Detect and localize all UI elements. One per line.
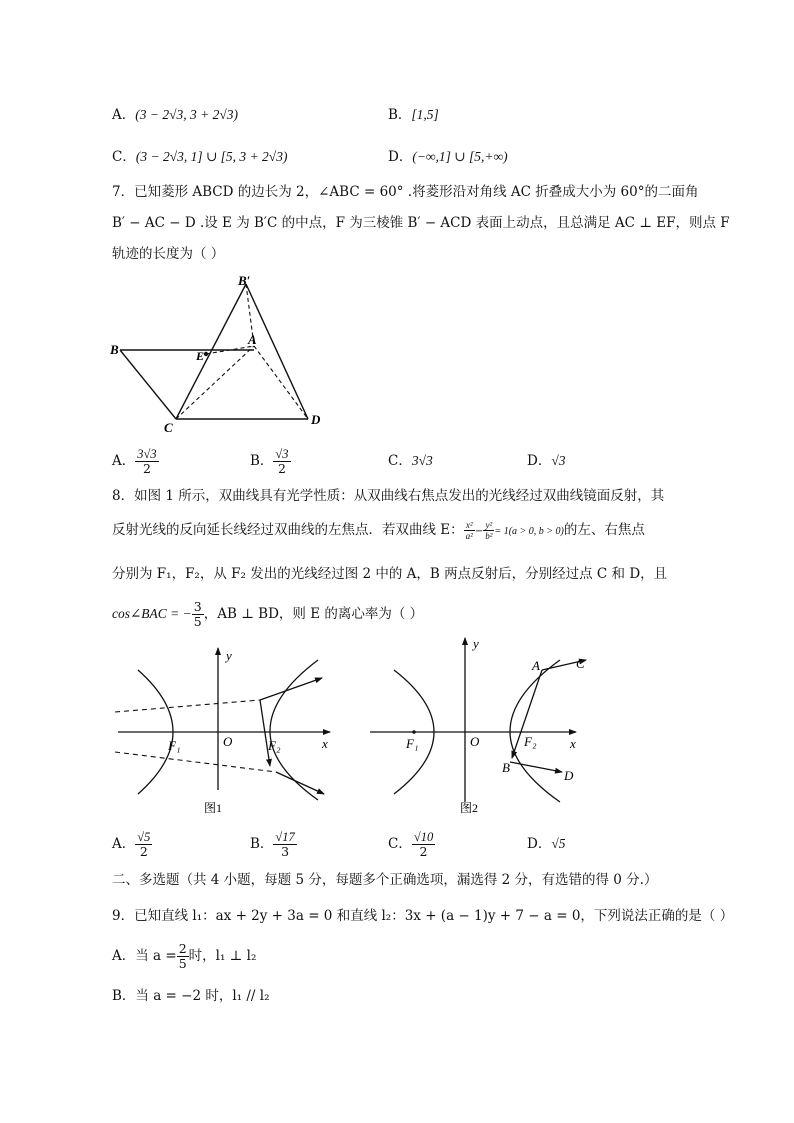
fig1-right-branch: [270, 660, 318, 800]
label-a: A: [248, 332, 257, 347]
q7-figure: [108, 272, 338, 437]
fig1-label-f2: F₂: [268, 738, 281, 753]
edge-bpc: [176, 284, 246, 419]
fig1-label-x: x: [322, 736, 328, 751]
fig2-label-b: B: [502, 760, 510, 775]
q6-option-d: D．(−∞,1] ∪ [5,+∞): [388, 149, 508, 165]
q9-option-a: A．当 a = $\frac{2}{5}$ 时，l₁ ⊥ l₂: [112, 941, 257, 971]
q7-option-a: A． $\frac{3√3}{2}$: [112, 447, 157, 476]
fig2-label-f1: F₁: [406, 736, 419, 751]
label-d: D: [311, 412, 321, 427]
q8-stem-line2: 反射光线的反向延长线经过双曲线的左焦点．若双曲线 E： $\frac{\text{x²}}{\text{a²}}$ − $\frac{\text{y²}}{\text{b²}}$ = 1(a > 0, b > 0)的左、右焦点: [112, 520, 645, 541]
fig2-label-o: O: [470, 734, 480, 749]
q8-option-d: D．√5: [527, 836, 566, 852]
fig1-ray-f2: [260, 700, 270, 766]
fig1-label-y: y: [226, 648, 232, 663]
q8-option-a: A． $\frac{√5}{2}$: [112, 830, 151, 859]
q8-figure-2: [364, 632, 594, 820]
q7-stem-line2: B′ − AC − D .设 E 为 B′C 的中点，F 为三棱锥 B′ − ACD 表面上动点，且总满足 AC ⊥ EF，则点 F: [112, 215, 730, 231]
fig2-caption: 图2: [460, 801, 479, 815]
fig2-label-y: y: [473, 636, 479, 651]
fig1-caption: 图1: [204, 801, 223, 815]
q8-option-b: B． $\frac{√17}{3}$: [250, 830, 295, 859]
q7-stem-line3: 轨迹的长度为（ ）: [112, 246, 225, 262]
q9-option-b: B．当 a = −2 时，l₁ // l₂: [112, 988, 270, 1004]
q7-stem-line1: 7．已知菱形 ABCD 的边长为 2，∠ABC = 60° .将菱形沿对角线 AC 折叠成大小为 60°的二面角: [112, 184, 699, 200]
fig1-dashed-top: [115, 700, 260, 712]
q8-stem-line4: cos∠BAC = − $\frac{3}{5}$ ，AB ⊥ BD，则 E 的离心率为（ ）: [112, 599, 424, 629]
fig1-dashed-bottom: [115, 752, 276, 772]
label-e: E: [196, 349, 205, 363]
edge-ca-hidden: [176, 346, 254, 419]
fig1-label-o: O: [223, 734, 233, 749]
label-b-prime: B′: [238, 273, 251, 288]
fig2-label-f2: F₂: [524, 734, 537, 749]
fig2-label-c: C: [576, 656, 585, 671]
q8-figure-1: [110, 640, 340, 820]
point-e: [204, 352, 208, 356]
q6-option-b: B．[1,5]: [388, 107, 439, 123]
q7-option-b: B． $\frac{√3}{2}$: [250, 447, 289, 476]
fig2-label-d: D: [564, 768, 574, 783]
fig2-ray-bd: [510, 762, 562, 772]
q9-stem: 9．已知直线 l₁：ax + 2y + 3a = 0 和直线 l₂：3x + (a − 1)y + 7 − a = 0，下列说法正确的是（ ）: [112, 908, 734, 924]
label-c: C: [164, 420, 173, 435]
fig2-label-x: x: [570, 736, 576, 751]
q7-option-c: C．3√3: [388, 453, 433, 469]
q8-stem-line3: 分别为 F₁，F₂，从 F₂ 发出的光线经过图 2 中的 A，B 两点反射后，分别经过点 C 和 D，且: [112, 566, 668, 582]
fig1-reflect-top: [260, 678, 322, 700]
label-b: B: [110, 342, 119, 357]
q6-option-c: C．(3 − 2√3, 1] ∪ [5, 3 + 2√3): [112, 149, 288, 165]
edge-bc: [120, 350, 176, 419]
edge-ad-hidden: [254, 346, 308, 419]
fig2-point-f1: [412, 730, 416, 734]
q7-option-d: D．√3: [527, 453, 566, 469]
q8-option-c: C． $\frac{√10}{2}$: [388, 830, 434, 859]
fig1-reflect-bottom: [276, 772, 324, 794]
fig2-right-branch: [510, 660, 560, 802]
q6-option-a: A．(3 − 2√3, 3 + 2√3): [112, 107, 239, 123]
edge-bpd: [246, 284, 308, 419]
q8-stem-line1: 8．如图 1 所示，双曲线具有光学性质：从双曲线右焦点发出的光线经过双曲线镜面反射，其: [112, 488, 665, 504]
section-heading-multi-choice: 二、多选题（共 4 小题，每题 5 分，每题多个正确选项，漏选得 2 分，有选错的得 0 分.）: [112, 872, 658, 888]
fig1-label-f1: F₁: [168, 738, 181, 753]
fig2-label-a: A: [532, 658, 540, 673]
